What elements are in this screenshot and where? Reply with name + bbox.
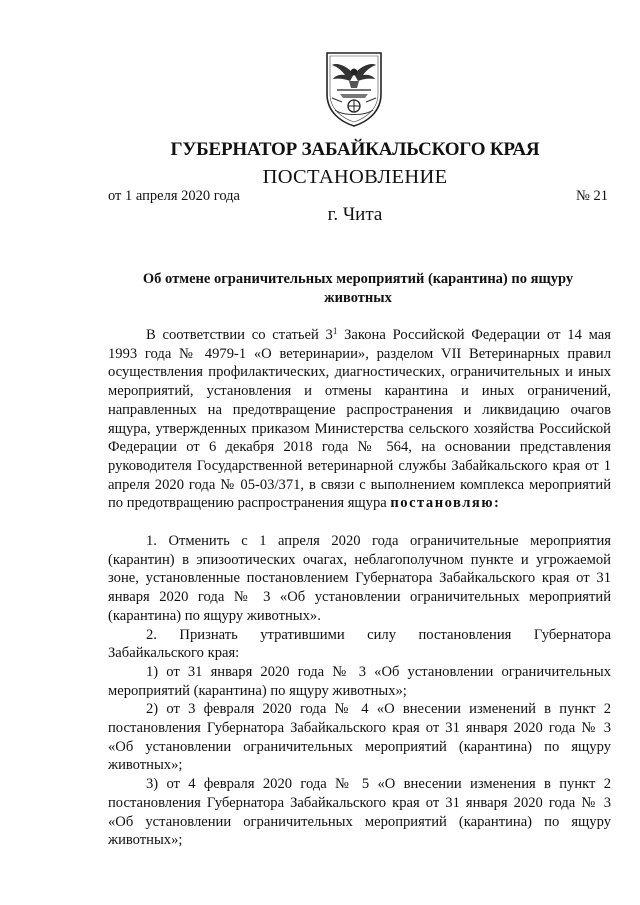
governor-heading: ГУБЕРНАТОР ЗАБАЙКАЛЬСКОГО КРАЯ xyxy=(170,139,540,160)
document-number: № 21 xyxy=(576,188,608,204)
subject-line-2: животных xyxy=(324,290,392,306)
subject-line-1: Об отмене ограничительных мероприятий (карантина) по ящуру xyxy=(142,271,574,287)
document-subject xyxy=(108,270,608,308)
article-superscript: 1 xyxy=(332,326,338,336)
coat-of-arms-emblem xyxy=(323,50,385,128)
item-2-paragraph: 2. Признать утратившими силу постановления Губернатора Забайкальского края: xyxy=(108,626,611,662)
subitem-3-paragraph: 3) от 4 февраля 2020 года № 5 «О внесении изменения в пункт 2 постановления Губернатора Забайкальского края от 31 января 2020 года № 3 «Об установлении ограничительных мероприятий (карантина) по ящуру животных»; xyxy=(108,776,611,849)
item-1-paragraph: 1. Отменить с 1 апреля 2020 года ограничительные мероприятия (карантин) в эпизоотических очагах, неблагополучном пункте и угрожаемой зоне, установленные постановлением Губернатора Забайкальского края от 31 января 2020 года № 3 «Об установлении ограничительных мероприятий (карантина) по ящуру животных». xyxy=(108,533,611,624)
city-line: г. Чита xyxy=(327,204,383,225)
resolve-word: постановляю: xyxy=(390,495,501,512)
document-date: от 1 апреля 2020 года xyxy=(108,188,240,204)
document-body xyxy=(108,326,611,850)
preamble-paragraph: В соответствии со статьей $3^1$ Закона Российской Федерации от 14 мая 1993 года № 4979-1 «О ветеринарии», разделом VII Ветеринарных правил осуществления профилактических, диагностических, ограничительных и иных мероприятий, установления и отмены карантина и иных ограничений, направленных на предотвращение распространения и ликвидацию очагов ящура, утвержденных приказом Министерства сельского хозяйства Российской Федерации от 6 декабря 2018 года № 564, на основании представления руководителя Государственной ветеринарной службы Забайкальского края от 1 апреля 2020 года № 05-03/371, в связи с выполнением комплекса мероприятий по предотвращению распространения ящура постановляю: xyxy=(108,326,611,512)
document-type-title: ПОСТАНОВЛЕНИЕ xyxy=(262,166,448,188)
subitem-2-paragraph: 2) от 3 февраля 2020 года № 4 «О внесении изменений в пункт 2 постановления Губернатора Забайкальского края от 31 января 2020 года № 3 «Об установлении ограничительных мероприятий (карантина) по ящуру животных»; xyxy=(108,701,611,774)
subitem-1-paragraph: 1) от 31 января 2020 года № 3 «Об установлении ограничительных мероприятий (карантина) по ящуру животных»; xyxy=(108,663,611,699)
